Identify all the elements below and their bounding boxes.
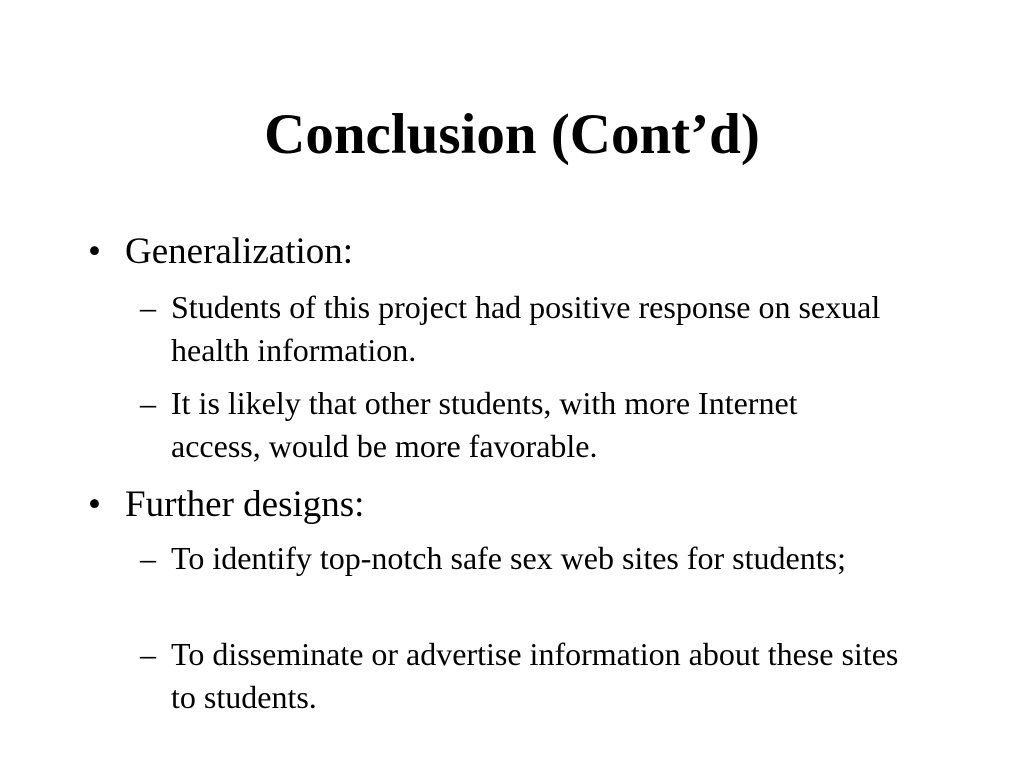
sub-bullet-text: To disseminate or advertise information about these sites to students. [171, 636, 899, 715]
bullet-icon: • [88, 231, 101, 272]
sub-bullet [140, 537, 900, 580]
sub-bullet [140, 382, 860, 468]
dash-icon: – [140, 289, 156, 325]
dash-icon: – [140, 385, 156, 421]
sub-bullet-text: It is likely that other students, with more Internet access, would be more favorable. [171, 385, 798, 464]
sub-bullet-text: Students of this project had positive response on sexual health information. [171, 289, 881, 368]
slide-title: Conclusion (Cont’d) [264, 103, 760, 166]
bullet-label: Generalization: [125, 231, 354, 272]
dash-icon: – [140, 540, 156, 576]
bullet-label: Further designs: [125, 484, 365, 525]
sub-bullet-text: To identify top-notch safe sex web sites for students; [171, 540, 846, 576]
sub-bullet [140, 286, 910, 372]
dash-icon: – [140, 636, 156, 672]
bullet-icon: • [88, 484, 101, 525]
sub-bullet [140, 633, 930, 719]
